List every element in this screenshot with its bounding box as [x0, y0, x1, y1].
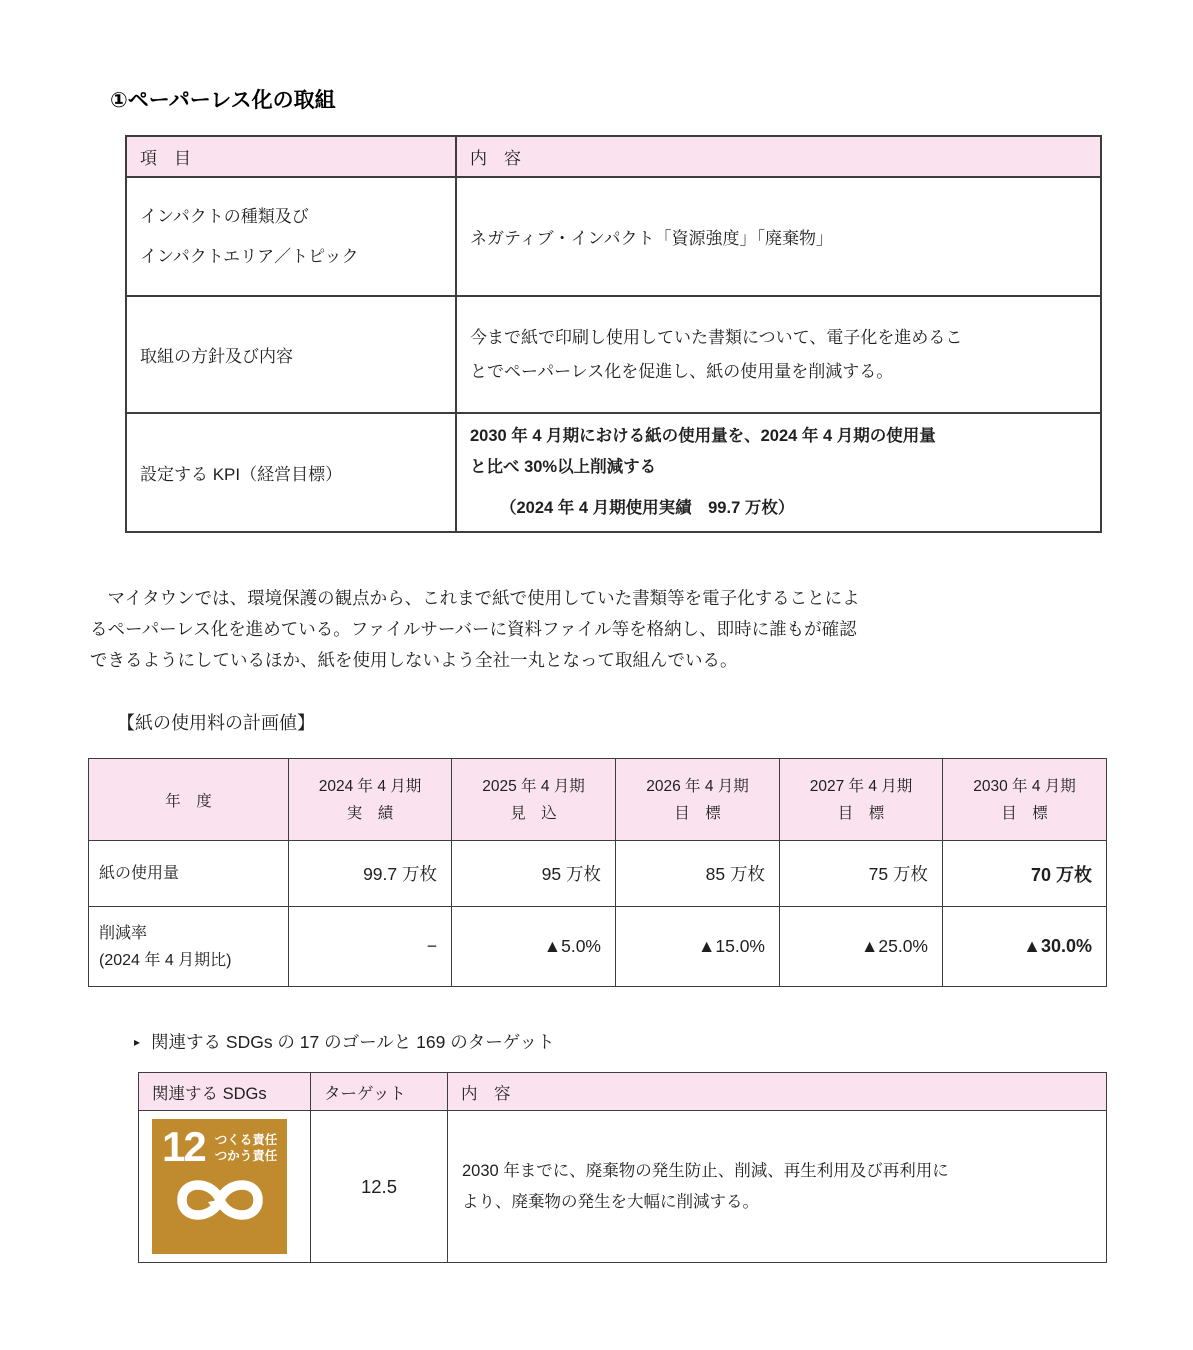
- sdg-table-header-row: [139, 1073, 1107, 1111]
- sdg-row: [139, 1111, 1107, 1263]
- header-content: 内 容: [456, 136, 1101, 177]
- paragraph-line3: できるようにしているほか、紙を使用しないよう全社一丸となって取組んでいる。: [90, 650, 738, 670]
- header-description: 内 容: [448, 1073, 1107, 1111]
- usage-2026: 85 万枚: [616, 841, 780, 907]
- reduction-2026: ▲15.0%: [616, 907, 780, 987]
- header-2025-period: 2025 年 4 月期: [482, 777, 585, 795]
- sdg12-icon-header: [152, 1119, 287, 1170]
- header-2027: [780, 759, 943, 841]
- kpi-label-cell: [126, 413, 456, 532]
- header-2030: [943, 759, 1107, 841]
- sdg-description-line1: 2030 年までに、廃棄物の発生防止、削減、再生利用及び再利用に: [462, 1161, 949, 1180]
- header-2027-period: 2027 年 4 月期: [809, 777, 913, 795]
- paper-usage-plan-table: [88, 758, 1107, 987]
- plan-section-heading: 【紙の使用料の計画値】: [117, 713, 315, 733]
- sdg12-icon: [152, 1119, 287, 1254]
- sdg-icon-cell: [139, 1111, 311, 1263]
- sdg12-title: [215, 1127, 278, 1165]
- table-row-kpi: [126, 413, 1101, 532]
- policy-content-cell: [456, 296, 1101, 413]
- header-2026-kind: 目 標: [674, 804, 721, 822]
- reduction-2025: ▲5.0%: [452, 907, 616, 987]
- bullet-triangle-icon: ▸: [134, 1035, 141, 1049]
- kpi-content-cell: [456, 413, 1101, 532]
- sdg-target-cell: 12.5: [311, 1111, 448, 1263]
- sdg12-number: 12: [162, 1123, 205, 1170]
- usage-2030: 70 万枚: [943, 841, 1107, 907]
- sdg12-title-line1: つくる責任: [214, 1133, 278, 1147]
- header-2025-kind: 見 込: [510, 804, 557, 822]
- sdg-heading-text: 関連する SDGs の 17 のゴールと 169 のターゲット: [151, 1032, 555, 1052]
- header-related-sdgs: 関連する SDGs: [139, 1073, 311, 1111]
- page-title: ①ペーパーレス化の取組: [110, 89, 336, 112]
- header-2024: [289, 759, 452, 841]
- initiative-table: [125, 135, 1102, 533]
- initiative-table-header-row: [126, 136, 1101, 177]
- kpi-content-line1: 2030 年 4 月期における紙の使用量を、2024 年 4 月期の使用量: [470, 427, 936, 445]
- kpi-label-text: 設定する KPI（経営目標）: [140, 465, 343, 484]
- header-2024-period: 2024 年 4 月期: [318, 777, 422, 795]
- paragraph-line1: マイタウンでは、環境保護の観点から、これまで紙で使用していた書類等を電子化することによ: [90, 588, 860, 608]
- reduction-label-cell: [89, 907, 289, 987]
- reduction-2027: ▲25.0%: [780, 907, 943, 987]
- policy-label-text: 取組の方針及び内容: [140, 347, 293, 366]
- sdg-section-heading: [134, 1029, 555, 1054]
- sdg-description-cell: [448, 1111, 1107, 1263]
- impact-label-line2: インパクトエリア／トピック: [140, 246, 359, 266]
- reduction-label-line2: (2024 年 4 月期比): [99, 951, 232, 969]
- reduction-2024: −: [289, 907, 452, 987]
- paragraph-line2: るペーパーレス化を進めている。ファイルサーバーに資料ファイル等を格納し、即時に誰もが確認: [90, 619, 857, 639]
- impact-content-text: ネガティブ・インパクト「資源強度」「廃棄物」: [470, 229, 833, 248]
- header-2027-kind: 目 標: [837, 804, 885, 822]
- usage-label-text: 紙の使用量: [99, 865, 180, 882]
- impact-content-cell: [456, 177, 1101, 296]
- header-2025: [452, 759, 616, 841]
- infinity-loop-icon: [168, 1169, 272, 1231]
- table-row-policy: [126, 296, 1101, 413]
- impact-label-cell: [126, 177, 456, 296]
- usage-2024: 99.7 万枚: [289, 841, 452, 907]
- sdg-table: [138, 1072, 1107, 1263]
- reduction-2030: ▲30.0%: [943, 907, 1107, 987]
- header-2024-kind: 実 績: [346, 804, 394, 822]
- usage-row: [89, 841, 1107, 907]
- usage-2025: 95 万枚: [452, 841, 616, 907]
- policy-content-line2: とでペーパーレス化を促進し、紙の使用量を削減する。: [470, 361, 894, 381]
- table-row-impact: [126, 177, 1101, 296]
- body-paragraph: [90, 583, 1112, 676]
- impact-label-line1: インパクトの種類及び: [140, 206, 309, 226]
- reduction-row: [89, 907, 1107, 987]
- header-item: 項 目: [126, 136, 456, 177]
- header-2030-period: 2030 年 4 月期: [973, 777, 1076, 795]
- kpi-content-line2: と比べ 30%以上削減する: [470, 458, 657, 476]
- header-target: ターゲット: [311, 1073, 448, 1111]
- header-year: 年 度: [89, 759, 289, 841]
- header-2030-kind: 目 標: [1001, 804, 1048, 822]
- header-2026-period: 2026 年 4 月期: [646, 777, 749, 795]
- plan-table-header-row: [89, 759, 1107, 841]
- reduction-label-line1: 削減率: [99, 924, 148, 942]
- kpi-content-line3: （2024 年 4 月期使用実績 99.7 万枚）: [500, 499, 795, 517]
- usage-2027: 75 万枚: [780, 841, 943, 907]
- header-2026: [616, 759, 780, 841]
- sdg12-title-line2: つかう責任: [214, 1149, 278, 1164]
- sdg-description-line2: より、廃棄物の発生を大幅に削減する。: [462, 1192, 759, 1211]
- usage-label-cell: [89, 841, 289, 907]
- policy-content-line1: 今まで紙で印刷し使用していた書類について、電子化を進めるこ: [470, 327, 963, 347]
- policy-label-cell: [126, 296, 456, 413]
